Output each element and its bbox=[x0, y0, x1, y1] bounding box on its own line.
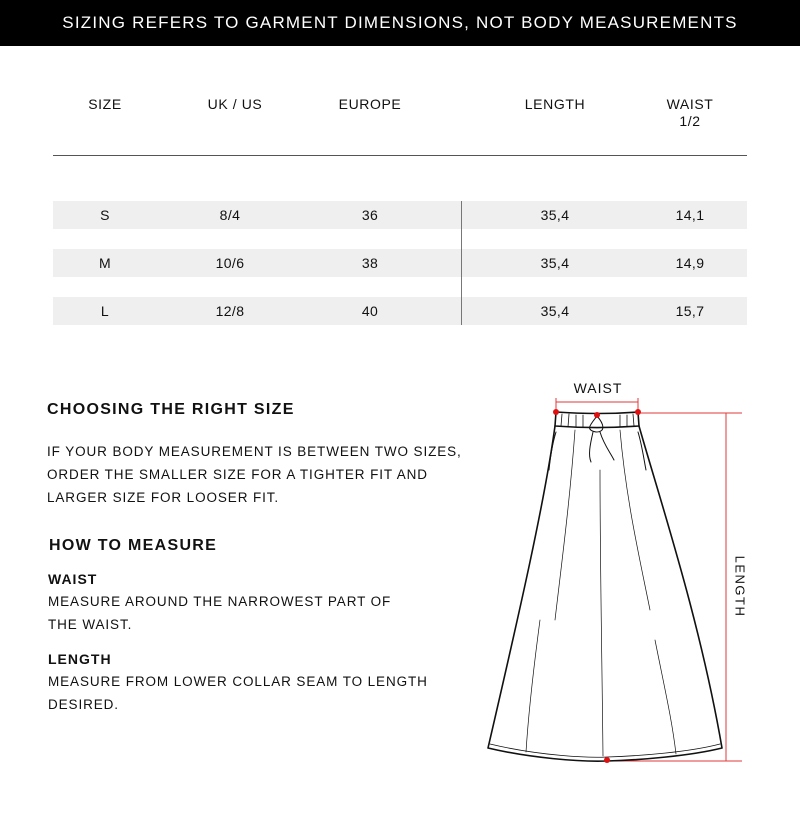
cell-length: 35,4 bbox=[540, 207, 570, 223]
cell-europe: 40 bbox=[361, 303, 379, 319]
length-line-1: MEASURE FROM LOWER COLLAR SEAM TO LENGTH bbox=[48, 674, 428, 689]
cell-waist: 15,7 bbox=[675, 303, 705, 319]
waist-line-2: THE WAIST. bbox=[48, 617, 133, 632]
header-waist-line2: 1/2 bbox=[679, 113, 701, 129]
cell-waist: 14,9 bbox=[675, 255, 705, 271]
hem-dot bbox=[604, 757, 610, 763]
header-uk-us: UK / US bbox=[207, 96, 263, 112]
choosing-line-2: ORDER THE SMALLER SIZE FOR A TIGHTER FIT AND bbox=[47, 467, 428, 482]
length-measure-guide bbox=[608, 413, 742, 761]
cell-uk-us: 12/8 bbox=[215, 303, 245, 319]
cell-size: S bbox=[100, 207, 110, 223]
waist-left-dot bbox=[553, 409, 559, 415]
waist-right-dot bbox=[635, 409, 641, 415]
waist-heading: WAIST bbox=[48, 571, 98, 587]
cell-europe: 36 bbox=[361, 207, 379, 223]
banner-text: SIZING REFERS TO GARMENT DIMENSIONS, NOT BODY MEASUREMENTS bbox=[62, 13, 738, 32]
waist-line-1: MEASURE AROUND THE NARROWEST PART OF bbox=[48, 594, 392, 609]
cell-length: 35,4 bbox=[540, 255, 570, 271]
waist-center-dot bbox=[594, 412, 600, 418]
cell-size: M bbox=[98, 255, 112, 271]
choosing-line-1: IF YOUR BODY MEASUREMENT IS BETWEEN TWO SIZES, bbox=[47, 444, 462, 459]
skirt-outline bbox=[488, 412, 722, 761]
cell-size: L bbox=[100, 303, 110, 319]
header-waist-line1: WAIST bbox=[666, 96, 714, 112]
header-size: SIZE bbox=[88, 96, 122, 112]
cell-length: 35,4 bbox=[540, 303, 570, 319]
length-heading: LENGTH bbox=[48, 651, 112, 667]
diagram-waist-label: WAIST bbox=[573, 380, 623, 396]
header-length: LENGTH bbox=[524, 96, 586, 112]
cell-europe: 38 bbox=[361, 255, 379, 271]
cell-uk-us: 10/6 bbox=[215, 255, 245, 271]
choosing-line-3: LARGER SIZE FOR LOOSER FIT. bbox=[47, 490, 280, 505]
cell-uk-us: 8/4 bbox=[219, 207, 241, 223]
diagram-length-label: LENGTH bbox=[732, 555, 748, 618]
header-europe: EUROPE bbox=[338, 96, 402, 112]
choosing-title: CHOOSING THE RIGHT SIZE bbox=[47, 401, 295, 418]
waist-measure-guide bbox=[556, 398, 638, 412]
measure-points bbox=[553, 409, 641, 763]
measure-title: HOW TO MEASURE bbox=[49, 537, 218, 554]
cell-waist: 14,1 bbox=[675, 207, 705, 223]
length-line-2: DESIRED. bbox=[48, 697, 119, 712]
